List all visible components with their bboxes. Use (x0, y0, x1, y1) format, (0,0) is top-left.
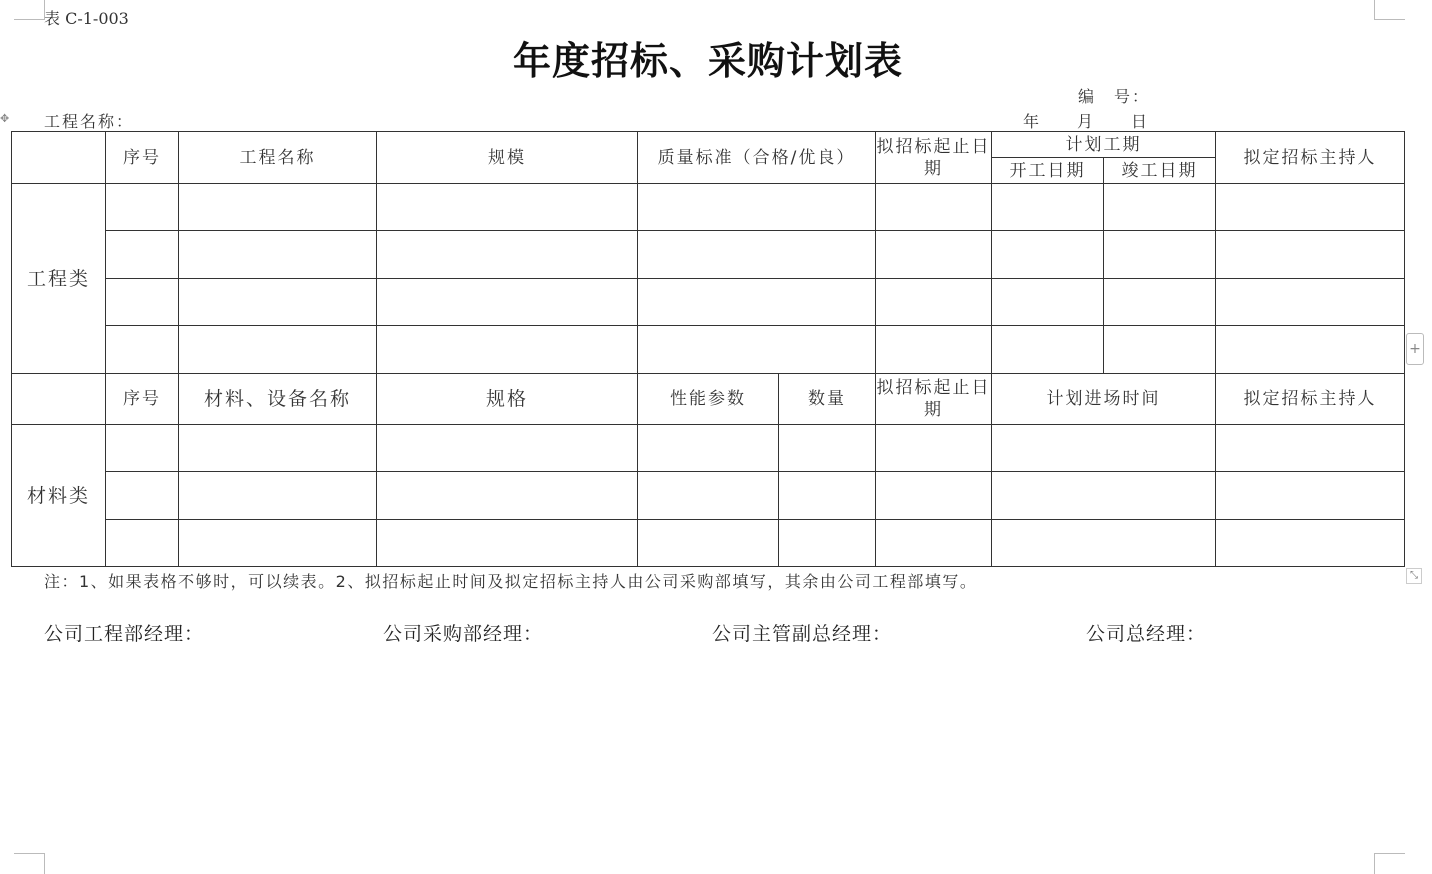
table-cell[interactable] (779, 472, 876, 520)
form-code: 表 C-1-003 (44, 9, 129, 28)
table-cell[interactable] (179, 231, 377, 279)
section2-label: 材料类 (12, 425, 106, 567)
table-cell[interactable] (779, 425, 876, 472)
table-cell[interactable] (992, 520, 1216, 567)
signature-deputy-gm: 公司主管副总经理： (712, 623, 893, 645)
header-scale: 规模 (377, 132, 638, 184)
resize-icon[interactable]: ⤡ (1406, 568, 1422, 584)
table-cell[interactable] (1216, 520, 1405, 567)
table-cell[interactable] (377, 472, 638, 520)
table-cell[interactable] (992, 425, 1216, 472)
crop-mark-bottom-right (1374, 853, 1405, 874)
table-cell[interactable] (638, 520, 779, 567)
header-end-date: 竣工日期 (1104, 158, 1216, 184)
plan-table (11, 131, 1405, 567)
table-cell[interactable] (1216, 184, 1405, 231)
table-cell[interactable] (377, 326, 638, 374)
header-start-date: 开工日期 (992, 158, 1104, 184)
table-cell[interactable] (179, 184, 377, 231)
table-cell[interactable] (992, 184, 1104, 231)
table-cell[interactable] (992, 231, 1104, 279)
header-quantity: 数量 (779, 374, 876, 425)
header-bid-dates: 拟招标起止日期 (876, 132, 992, 184)
signature-engineering-manager: 公司工程部经理： (44, 623, 205, 645)
table-cell[interactable] (179, 326, 377, 374)
table-cell[interactable] (179, 279, 377, 326)
table-note: 注：1、如果表格不够时，可以续表。2、拟招标起止时间及拟定招标主持人由公司采购部填写，其余由公司工程部填写。 (44, 572, 978, 591)
table-cell[interactable] (638, 472, 779, 520)
serial-number-label: 编 号： (1078, 87, 1151, 106)
table-cell[interactable] (377, 425, 638, 472)
table-cell[interactable] (876, 279, 992, 326)
table-cell[interactable] (876, 184, 992, 231)
table-cell[interactable] (638, 326, 876, 374)
header-entry-time: 计划进场时间 (992, 374, 1216, 425)
table-cell[interactable] (992, 472, 1216, 520)
table-cell[interactable] (377, 231, 638, 279)
move-icon[interactable]: ✥ (0, 112, 10, 125)
table-cell[interactable] (179, 520, 377, 567)
page-title: 年度招标、采购计划表 (512, 39, 903, 83)
table-cell[interactable] (638, 184, 876, 231)
table-cell[interactable] (1104, 184, 1216, 231)
table-cell[interactable] (779, 520, 876, 567)
plus-icon[interactable]: + (1406, 333, 1424, 365)
table-cell[interactable] (179, 472, 377, 520)
table-cell[interactable] (992, 279, 1104, 326)
table-cell[interactable] (106, 184, 179, 231)
table-cell[interactable] (106, 425, 179, 472)
header-seq-materials: 序号 (106, 374, 179, 425)
signature-gm: 公司总经理： (1086, 623, 1207, 645)
table-cell[interactable] (638, 231, 876, 279)
section1-label: 工程类 (12, 184, 106, 374)
table-cell[interactable] (876, 326, 992, 374)
table-cell[interactable] (876, 520, 992, 567)
header-spec: 规格 (377, 374, 638, 425)
crop-mark-top-right (1374, 0, 1405, 20)
table-cell[interactable] (106, 472, 179, 520)
table-cell[interactable] (876, 472, 992, 520)
header-project-name: 工程名称 (179, 132, 377, 184)
date-label: 年 月 日 (1023, 112, 1150, 131)
header-bid-dates-materials: 拟招标起止日期 (876, 374, 992, 425)
header-host-materials: 拟定招标主持人 (1216, 374, 1405, 425)
table-cell[interactable] (876, 425, 992, 472)
header-host: 拟定招标主持人 (1216, 132, 1405, 184)
header-material-name: 材料、设备名称 (179, 374, 377, 425)
header-plan-period: 计划工期 (992, 132, 1216, 158)
table-cell[interactable] (1216, 425, 1405, 472)
table-cell[interactable] (1216, 231, 1405, 279)
table-cell[interactable] (106, 231, 179, 279)
signature-purchasing-manager: 公司采购部经理： (383, 623, 544, 645)
section1-header-blank[interactable] (12, 132, 106, 184)
table-cell[interactable] (1216, 279, 1405, 326)
table-cell[interactable] (992, 326, 1104, 374)
table-cell[interactable] (1216, 472, 1405, 520)
header-performance: 性能参数 (638, 374, 779, 425)
table-cell[interactable] (377, 279, 638, 326)
table-cell[interactable] (179, 425, 377, 472)
table-cell[interactable] (1104, 326, 1216, 374)
crop-mark-bottom-left (14, 853, 45, 874)
table-cell[interactable] (638, 279, 876, 326)
section2-header-blank[interactable] (12, 374, 106, 425)
table-cell[interactable] (638, 425, 779, 472)
crop-mark-top-left (14, 0, 45, 20)
header-quality: 质量标准（合格/优良） (638, 132, 876, 184)
table-cell[interactable] (106, 279, 179, 326)
project-name-label: 工程名称： (44, 112, 135, 131)
table-cell[interactable] (1216, 326, 1405, 374)
table-cell[interactable] (106, 520, 179, 567)
table-cell[interactable] (106, 326, 179, 374)
header-seq: 序号 (106, 132, 179, 184)
table-cell[interactable] (1104, 279, 1216, 326)
table-cell[interactable] (377, 184, 638, 231)
table-cell[interactable] (1104, 231, 1216, 279)
table-cell[interactable] (377, 520, 638, 567)
table-cell[interactable] (876, 231, 992, 279)
